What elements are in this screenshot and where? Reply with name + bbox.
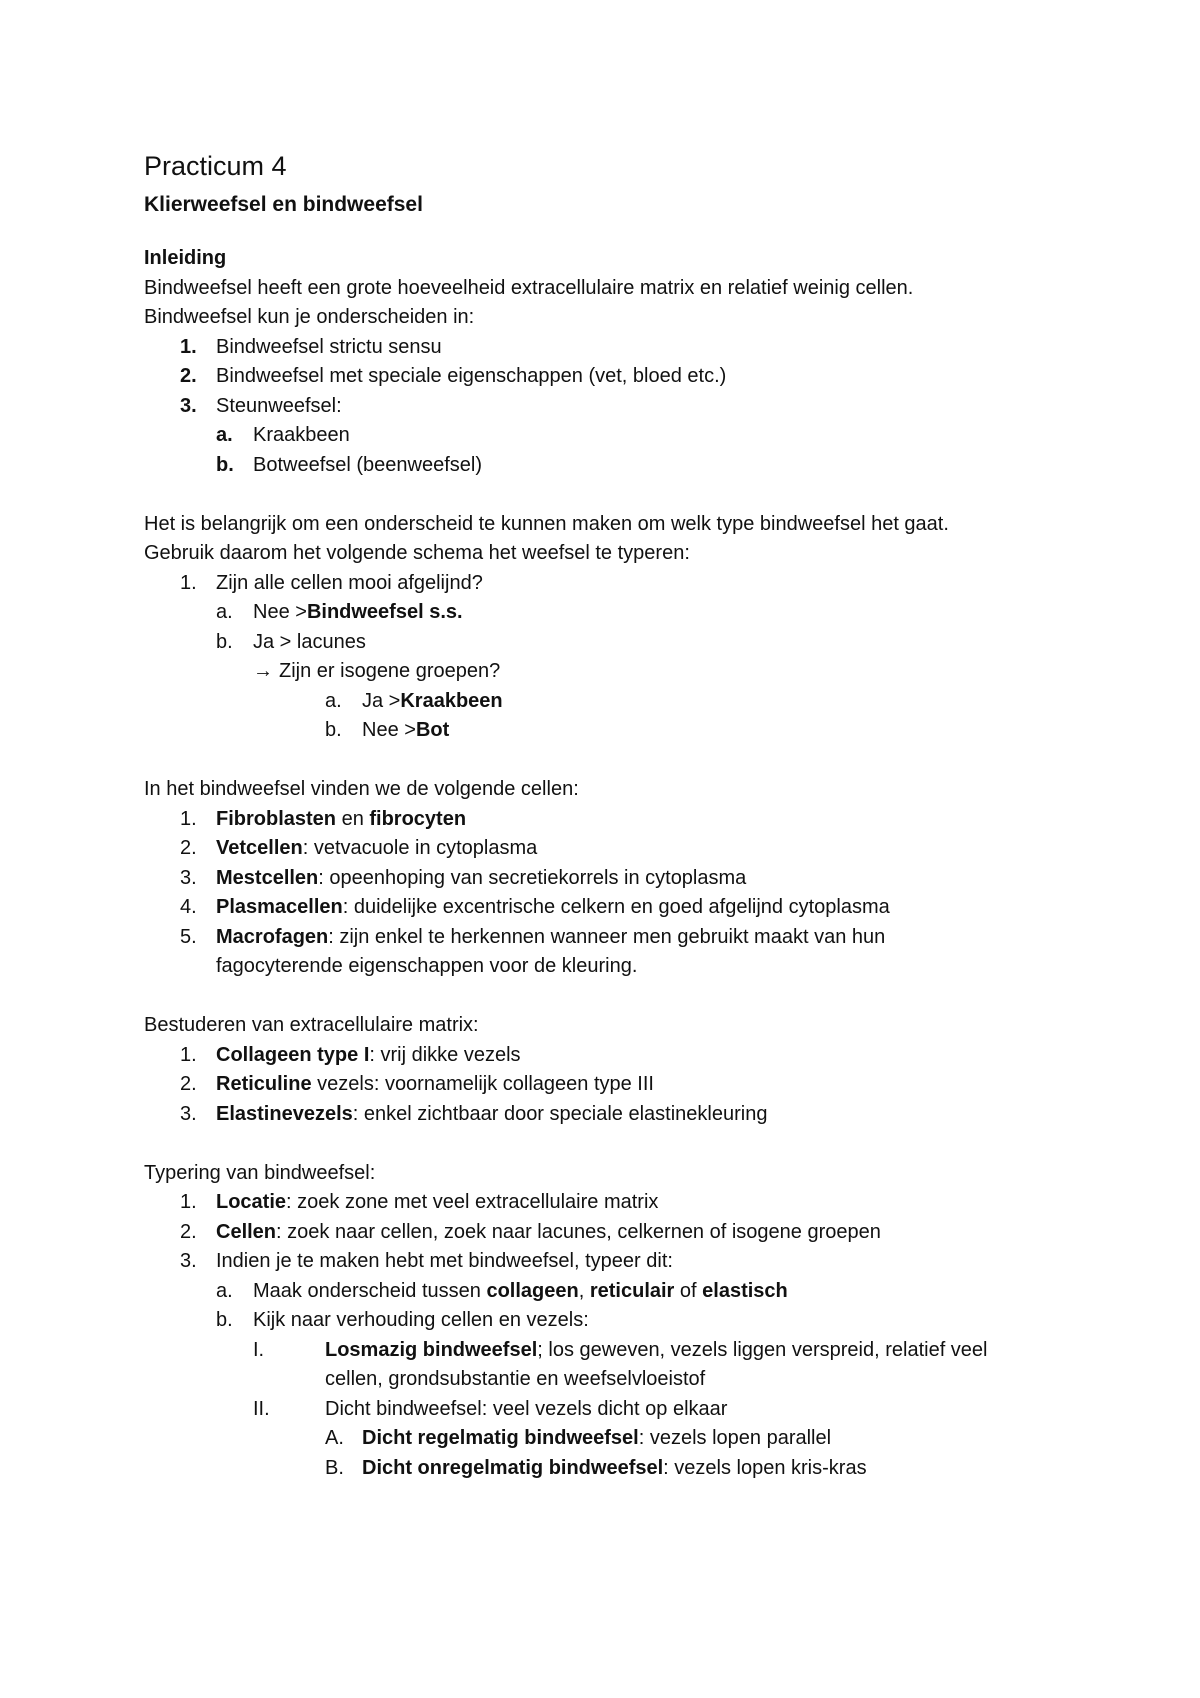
list-marker: 2.: [180, 1220, 197, 1243]
list-item-text: ; los geweven, vezels liggen verspreid, relatief veel: [537, 1338, 988, 1361]
roman-list-item: [144, 1336, 1064, 1366]
sub-sub-list-item: [144, 1454, 1064, 1484]
roman-list-item: [144, 1395, 1064, 1425]
sub-list-item: [144, 628, 1064, 658]
list-item-bold: Vetcellen: [216, 837, 303, 859]
list-item: [144, 923, 1064, 953]
list-item: [144, 333, 1064, 363]
list-item-bold: reticulair: [589, 1279, 675, 1302]
list-marker: 5.: [180, 925, 197, 948]
sub-sub-list-item: [144, 687, 1064, 717]
list-marker: 2.: [180, 1073, 197, 1095]
sub-list-item: [144, 598, 1064, 628]
sub-list-item: [144, 1277, 1064, 1307]
section-heading-intro: Inleiding: [144, 247, 227, 269]
sub-sub-list-item: [144, 1424, 1064, 1454]
list-item-text: : vetvacuole in cytoplasma: [302, 837, 538, 859]
list-item: [144, 893, 1064, 923]
list-marker: a.: [216, 424, 233, 446]
list-item: [144, 362, 1064, 392]
list-item-text: : vezels lopen parallel: [638, 1427, 832, 1449]
list-item-text: : opeenhoping van secretiekorrels in cytoplasma: [318, 866, 747, 889]
list-item-text: Nee >: [253, 601, 307, 623]
list-item-text: en: [336, 807, 370, 830]
sub-list-item: [144, 451, 1064, 481]
list-marker: b.: [216, 453, 234, 476]
list-marker: b.: [216, 1309, 233, 1331]
list-marker: b.: [325, 719, 342, 741]
list-item-text: Kijk naar verhouding cellen en vezels:: [253, 1309, 589, 1331]
list-item: [144, 1100, 1064, 1130]
list-item-bold: Plasmacellen: [216, 896, 343, 918]
list-item-bold: Dicht onregelmatig bindweefsel: [362, 1456, 664, 1479]
list-marker: 1.: [180, 807, 197, 830]
list-item-text: : duidelijke excentrische celkern en goed afgelijnd cytoplasma: [342, 896, 890, 918]
list-item-bold: Dicht regelmatig bindweefsel: [362, 1427, 639, 1449]
list-marker: 2.: [180, 365, 197, 387]
list-marker: a.: [325, 689, 342, 712]
document-page: [144, 148, 1064, 1483]
list-item-text: Botweefsel (beenweefsel): [253, 453, 483, 476]
sub-list-item: [144, 421, 1064, 451]
list-item-text: Ja > lacunes: [253, 630, 366, 653]
list-item-text: Ja >: [362, 689, 401, 712]
list-item-text: Maak onderscheid tussen: [253, 1279, 487, 1302]
list-item: [144, 1070, 1064, 1100]
list-item: [144, 1041, 1064, 1071]
list-item-bold: Bindweefsel s.s.: [306, 601, 463, 623]
list-marker: I.: [253, 1338, 265, 1361]
list-marker: 3.: [180, 866, 197, 889]
list-item-text: Nee >: [362, 719, 416, 741]
list-item-text: Zijn alle cellen mooi afgelijnd?: [216, 571, 483, 594]
list-marker: 2.: [180, 837, 197, 859]
list-item-text: : zoek zone met veel extracellulaire matrix: [286, 1191, 659, 1213]
list-item: [144, 834, 1064, 864]
list-item-bold: Locatie: [216, 1191, 287, 1213]
document-subtitle: Klierweefsel en bindweefsel: [144, 193, 423, 216]
list-item-text: : vezels lopen kris-kras: [663, 1456, 867, 1479]
sub-sub-list-item: [144, 716, 1064, 746]
list-item-bold: Losmazig bindweefsel: [325, 1338, 538, 1361]
list-item-text: Bindweefsel strictu sensu: [216, 335, 442, 358]
list-marker: 1.: [180, 335, 197, 358]
list-item-text: Zijn er isogene groepen?: [279, 660, 501, 682]
list-item-text: ,: [578, 1279, 590, 1302]
list-marker: A.: [325, 1427, 344, 1449]
intro-line-1: Bindweefsel heeft een grote hoeveelheid extracellulaire matrix en relatief weinig cellen.: [144, 276, 914, 299]
list-marker: a.: [216, 601, 233, 623]
list-item-text: Steunweefsel:: [216, 394, 342, 417]
list-marker: II.: [253, 1397, 270, 1420]
list-marker: b.: [216, 630, 233, 653]
list-item: [144, 1188, 1064, 1218]
list-item-bold: Bot: [415, 719, 450, 741]
list-item-text: : enkel zichtbaar door speciale elastinekleuring: [352, 1102, 768, 1125]
list-marker: 1.: [180, 1043, 197, 1066]
list-marker: 3.: [180, 1250, 197, 1272]
matrix-heading: Bestuderen van extracellulaire matrix:: [144, 1014, 479, 1036]
list-item: [144, 864, 1064, 894]
document-title: Practicum 4: [144, 151, 287, 181]
list-item-text: Bindweefsel met speciale eigenschappen (vet, bloed etc.): [216, 365, 727, 387]
list-item-bold: fibrocyten: [369, 807, 467, 830]
list-item-text: Kraakbeen: [253, 424, 350, 446]
schema-line-1: Het is belangrijk om een onderscheid te kunnen maken om welk type bindweefsel het gaat.: [144, 512, 949, 535]
list-item-bold: Reticuline: [216, 1073, 312, 1095]
list-marker: 1.: [180, 571, 197, 594]
list-item-bold: Kraakbeen: [400, 689, 503, 712]
list-item-bold: Mestcellen: [216, 866, 319, 889]
list-item: [144, 569, 1064, 599]
list-item-text: vezels: voornamelijk collageen type III: [311, 1073, 654, 1095]
list-item: [144, 1247, 1064, 1277]
list-item: [144, 392, 1064, 422]
list-item-bold: Fibroblasten: [216, 807, 337, 830]
intro-line-2: Bindweefsel kun je onderscheiden in:: [144, 306, 475, 328]
list-item-bold: Macrofagen: [216, 925, 329, 948]
list-item-bold: elastisch: [702, 1279, 788, 1302]
cells-heading: In het bindweefsel vinden we de volgende cellen:: [144, 778, 579, 800]
list-item-bold: Cellen: [216, 1220, 277, 1243]
list-item-text: of: [674, 1279, 703, 1302]
list-item-text: Dicht bindweefsel: veel vezels dicht op elkaar: [325, 1397, 728, 1420]
list-marker: 4.: [180, 896, 197, 918]
list-item-continuation: cellen, grondsubstantie en weefselvloeistof: [325, 1368, 706, 1390]
list-marker: 3.: [180, 394, 197, 417]
sub-list-item: [144, 1306, 1064, 1336]
list-item-text: : zijn enkel te herkennen wanneer men gebruikt maakt van hun: [328, 925, 886, 948]
list-marker: 1.: [180, 1191, 197, 1213]
arrow-right-icon: →: [253, 660, 273, 682]
arrow-question: [144, 657, 1064, 687]
list-item-text: : vrij dikke vezels: [369, 1043, 521, 1066]
list-item-bold: Collageen type I: [216, 1043, 370, 1066]
list-marker: a.: [216, 1279, 233, 1302]
list-marker: 3.: [180, 1102, 197, 1125]
list-item-text: : zoek naar cellen, zoek naar lacunes, celkernen of isogene groepen: [276, 1220, 881, 1243]
list-item: [144, 805, 1064, 835]
typing-heading: Typering van bindweefsel:: [144, 1161, 376, 1184]
list-item-bold: Elastinevezels: [216, 1102, 353, 1125]
list-item-continuation: fagocyterende eigenschappen voor de kleuring.: [216, 955, 638, 977]
list-item-text: Indien je te maken hebt met bindweefsel, typeer dit:: [216, 1250, 673, 1272]
schema-line-2: Gebruik daarom het volgende schema het weefsel te typeren:: [144, 542, 690, 564]
list-item: [144, 1218, 1064, 1248]
list-marker: B.: [325, 1456, 344, 1479]
list-item-bold: collageen: [486, 1279, 579, 1302]
